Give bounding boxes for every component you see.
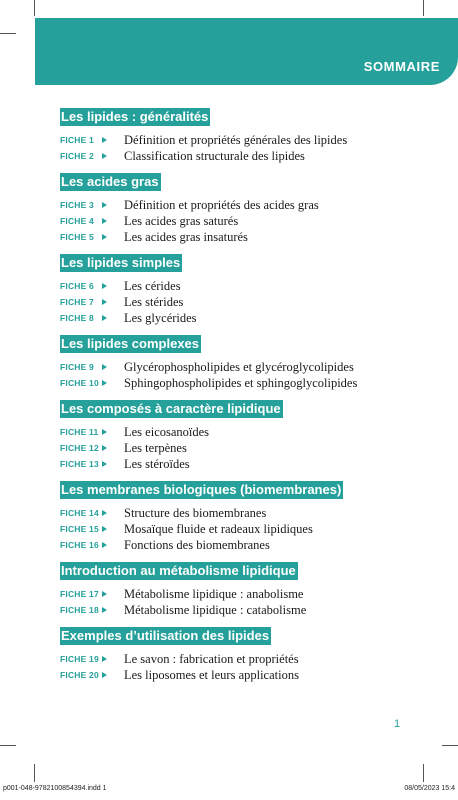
triangle-bullet-icon <box>102 656 107 662</box>
entry-title: Les terpènes <box>124 441 187 455</box>
fiche-label: FICHE 18 <box>60 605 99 615</box>
entry-title: Définition et propriétés générales des lipides <box>124 133 348 147</box>
crop-mark <box>442 745 458 746</box>
crop-mark <box>423 0 424 16</box>
fiche-label: FICHE 14 <box>60 508 99 518</box>
print-slug-date: 08/05/2023 15:4 <box>404 785 455 792</box>
triangle-bullet-icon <box>102 218 107 224</box>
fiche-label: FICHE 10 <box>60 378 99 388</box>
crop-mark <box>423 764 424 782</box>
triangle-bullet-icon <box>102 526 107 532</box>
toc-entry[interactable] <box>60 229 400 245</box>
crop-mark <box>34 764 35 782</box>
toc-section <box>60 481 400 553</box>
triangle-bullet-icon <box>102 234 107 240</box>
triangle-bullet-icon <box>102 380 107 386</box>
fiche-label: FICHE 6 <box>60 281 94 291</box>
triangle-bullet-icon <box>102 429 107 435</box>
section-title: Les membranes biologiques (biomembranes) <box>61 482 342 497</box>
triangle-bullet-icon <box>102 445 107 451</box>
toc-entry[interactable] <box>60 197 400 213</box>
entry-title: Fonctions des biomembranes <box>124 538 270 552</box>
toc-entry[interactable] <box>60 537 400 553</box>
section-title: Les lipides : généralités <box>61 109 209 124</box>
entry-title: Métabolisme lipidique : catabolisme <box>124 603 307 617</box>
entry-title: Les liposomes et leurs applications <box>124 668 299 682</box>
header-banner <box>35 18 458 85</box>
fiche-label: FICHE 17 <box>60 589 99 599</box>
fiche-label: FICHE 16 <box>60 540 99 550</box>
triangle-bullet-icon <box>102 202 107 208</box>
toc-section <box>60 627 400 683</box>
toc-entry[interactable] <box>60 132 400 148</box>
triangle-bullet-icon <box>102 542 107 548</box>
triangle-bullet-icon <box>102 461 107 467</box>
toc-section <box>60 173 400 245</box>
entry-title: Sphingophospholipides et sphingoglycolipides <box>124 376 358 390</box>
triangle-bullet-icon <box>102 315 107 321</box>
fiche-label: FICHE 5 <box>60 232 94 242</box>
toc-entry[interactable] <box>60 278 400 294</box>
fiche-label: FICHE 15 <box>60 524 99 534</box>
page-number: 1 <box>394 718 401 730</box>
toc-section <box>60 400 400 472</box>
section-title: Les acides gras <box>61 174 159 189</box>
entry-title: Classification structurale des lipides <box>124 149 305 163</box>
section-title: Les lipides complexes <box>61 336 200 351</box>
triangle-bullet-icon <box>102 299 107 305</box>
section-title: Les composés à caractère lipidique <box>61 401 281 416</box>
table-of-contents <box>60 108 400 692</box>
triangle-bullet-icon <box>102 510 107 516</box>
toc-entry[interactable] <box>60 148 400 164</box>
toc-entry[interactable] <box>60 213 400 229</box>
fiche-label: FICHE 8 <box>60 313 94 323</box>
toc-entry[interactable] <box>60 440 400 456</box>
entry-title: Glycérophospholipides et glycéroglycolipides <box>124 360 354 374</box>
entry-title: Les acides gras saturés <box>124 214 239 228</box>
triangle-bullet-icon <box>102 137 107 143</box>
fiche-label: FICHE 3 <box>60 200 94 210</box>
entry-title: Définition et propriétés des acides gras <box>124 198 319 212</box>
fiche-label: FICHE 7 <box>60 297 94 307</box>
entry-title: Les glycérides <box>124 311 197 325</box>
entry-title: Mosaïque fluide et radeaux lipidiques <box>124 522 313 536</box>
crop-mark <box>0 33 16 34</box>
entry-title: Les stéroïdes <box>124 457 190 471</box>
triangle-bullet-icon <box>102 364 107 370</box>
toc-entry[interactable] <box>60 375 400 391</box>
fiche-label: FICHE 11 <box>60 427 99 437</box>
toc-section <box>60 108 400 164</box>
toc-entry[interactable] <box>60 602 400 618</box>
entry-title: Les eicosanoïdes <box>124 425 210 439</box>
entry-title: Les stérides <box>124 295 184 309</box>
section-title: Introduction au métabolisme lipidique <box>61 563 296 578</box>
toc-section <box>60 335 400 391</box>
entry-title: Les cérides <box>124 279 181 293</box>
triangle-bullet-icon <box>102 607 107 613</box>
toc-entry[interactable] <box>60 586 400 602</box>
entry-title: Les acides gras insaturés <box>124 230 248 244</box>
fiche-label: FICHE 4 <box>60 216 94 226</box>
fiche-label: FICHE 20 <box>60 670 99 680</box>
fiche-label: FICHE 1 <box>60 135 94 145</box>
toc-entry[interactable] <box>60 359 400 375</box>
toc-entry[interactable] <box>60 294 400 310</box>
entry-title: Métabolisme lipidique : anabolisme <box>124 587 304 601</box>
toc-entry[interactable] <box>60 521 400 537</box>
toc-section <box>60 562 400 618</box>
fiche-label: FICHE 13 <box>60 459 99 469</box>
fiche-label: FICHE 12 <box>60 443 99 453</box>
entry-title: Le savon : fabrication et propriétés <box>124 652 299 666</box>
fiche-label: FICHE 19 <box>60 654 99 664</box>
crop-mark <box>34 0 35 16</box>
toc-entry[interactable] <box>60 310 400 326</box>
toc-entry[interactable] <box>60 424 400 440</box>
crop-mark <box>0 745 16 746</box>
triangle-bullet-icon <box>102 672 107 678</box>
triangle-bullet-icon <box>102 153 107 159</box>
page-title: SOMMAIRE <box>363 59 440 74</box>
print-slug-file: p001-048-9782100854394.indd 1 <box>3 785 107 792</box>
toc-section <box>60 254 400 326</box>
triangle-bullet-icon <box>102 591 107 597</box>
triangle-bullet-icon <box>102 283 107 289</box>
toc-entry[interactable] <box>60 651 400 667</box>
toc-entry[interactable] <box>60 456 400 472</box>
section-title: Les lipides simples <box>61 255 181 270</box>
toc-entry[interactable] <box>60 505 400 521</box>
entry-title: Structure des biomembranes <box>124 506 267 520</box>
fiche-label: FICHE 2 <box>60 151 94 161</box>
fiche-label: FICHE 9 <box>60 362 94 372</box>
toc-entry[interactable] <box>60 667 400 683</box>
section-title: Exemples d’utilisation des lipides <box>61 628 270 643</box>
